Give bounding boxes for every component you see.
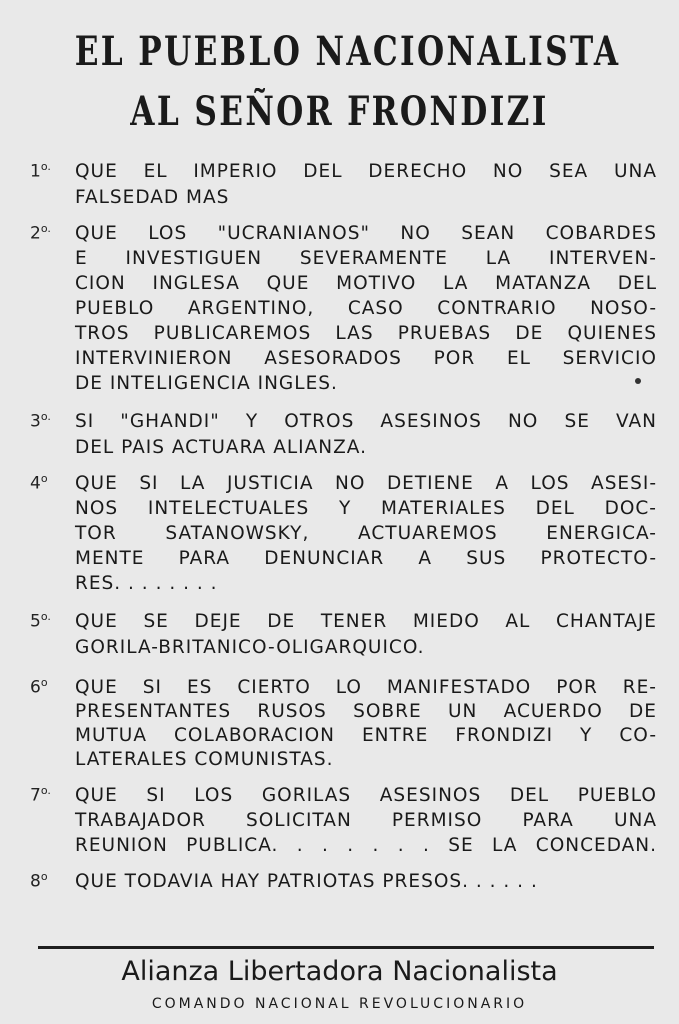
- item-number: $1^{o.}$: [30, 160, 51, 182]
- item-text-line: QUE TODAVIA HAY PATRIOTAS PRESOS. . . . . .: [75, 871, 538, 892]
- item-number: 8$^o$: [30, 870, 48, 892]
- item-text-line: FALSEDAD MAS: [75, 187, 230, 208]
- item-text-line: REUNION PUBLICA. . . . . . . SE LA CONCEDAN.: [75, 835, 657, 856]
- item-number: $3^{o.}$: [30, 410, 51, 432]
- item-text-line: E INVESTIGUEN SEVERAMENTE LA INTERVEN-: [75, 248, 657, 269]
- item-text-line: DE INTELIGENCIA INGLES.: [75, 373, 338, 394]
- item-text-line: QUE SE DEJE DE TENER MIEDO AL CHANTAJE: [75, 611, 657, 632]
- item-text-line: QUE SI ES CIERTO LO MANIFESTADO POR RE-: [75, 677, 657, 698]
- item-text-line: QUE LOS "UCRANIANOS" NO SEAN COBARDES: [75, 223, 657, 244]
- item-number: $2^{o.}$: [30, 222, 51, 244]
- item-number: 6$^o$: [30, 676, 48, 698]
- ink-speck: [635, 378, 641, 384]
- item-text-line: TROS PUBLICAREMOS LAS PRUEBAS DE QUIENES: [75, 323, 657, 344]
- organization-name: Alianza Libertadora Nacionalista: [121, 956, 558, 987]
- item-text-line: QUE SI LA JUSTICIA NO DETIENE A LOS ASESI-: [75, 473, 657, 494]
- item-text-line: QUE SI LOS GORILAS ASESINOS DEL PUEBLO: [75, 785, 657, 806]
- item-text-line: TOR SATANOWSKY, ACTUAREMOS ENERGICA-: [75, 523, 657, 544]
- item-text-line: RES. . . . . . . .: [75, 573, 218, 594]
- item-number: 4$^o$: [30, 472, 48, 494]
- item-text-line: MUTUA COLABORACION ENTRE FRONDIZI Y CO-: [75, 725, 657, 746]
- item-number: $5^{o.}$: [30, 610, 51, 632]
- title-line-2: AL SEÑOR FRONDIZI: [130, 88, 549, 135]
- item-number: $7^{o.}$: [30, 784, 51, 806]
- title-line-1: EL PUEBLO NACIONALISTA: [74, 28, 621, 75]
- item-text-line: INTERVINIERON ASESORADOS POR EL SERVICIO: [75, 348, 657, 369]
- item-text-line: QUE EL IMPERIO DEL DERECHO NO SEA UNA: [75, 161, 657, 182]
- item-text-line: PRESENTANTES RUSOS SOBRE UN ACUERDO DE: [75, 701, 657, 722]
- item-text-line: LATERALES COMUNISTAS.: [75, 749, 334, 770]
- item-text-line: GORILA-BRITANICO-OLIGARQUICO.: [75, 637, 425, 658]
- item-text-line: CION INGLESA QUE MOTIVO LA MATANZA DEL: [75, 273, 657, 294]
- item-text-line: TRABAJADOR SOLICITAN PERMISO PARA UNA: [75, 810, 657, 831]
- item-text-line: NOS INTELECTUALES Y MATERIALES DEL DOC-: [75, 498, 657, 519]
- item-text-line: DEL PAIS ACTUARA ALIANZA.: [75, 437, 368, 458]
- item-text-line: SI "GHANDI" Y OTROS ASESINOS NO SE VAN: [75, 411, 657, 432]
- organization-subtitle: COMANDO NACIONAL REVOLUCIONARIO: [151, 996, 528, 1012]
- footer-divider: [38, 946, 654, 949]
- item-text-line: PUEBLO ARGENTINO, CASO CONTRARIO NOSO-: [75, 298, 657, 319]
- item-text-line: MENTE PARA DENUNCIAR A SUS PROTECTO-: [75, 548, 657, 569]
